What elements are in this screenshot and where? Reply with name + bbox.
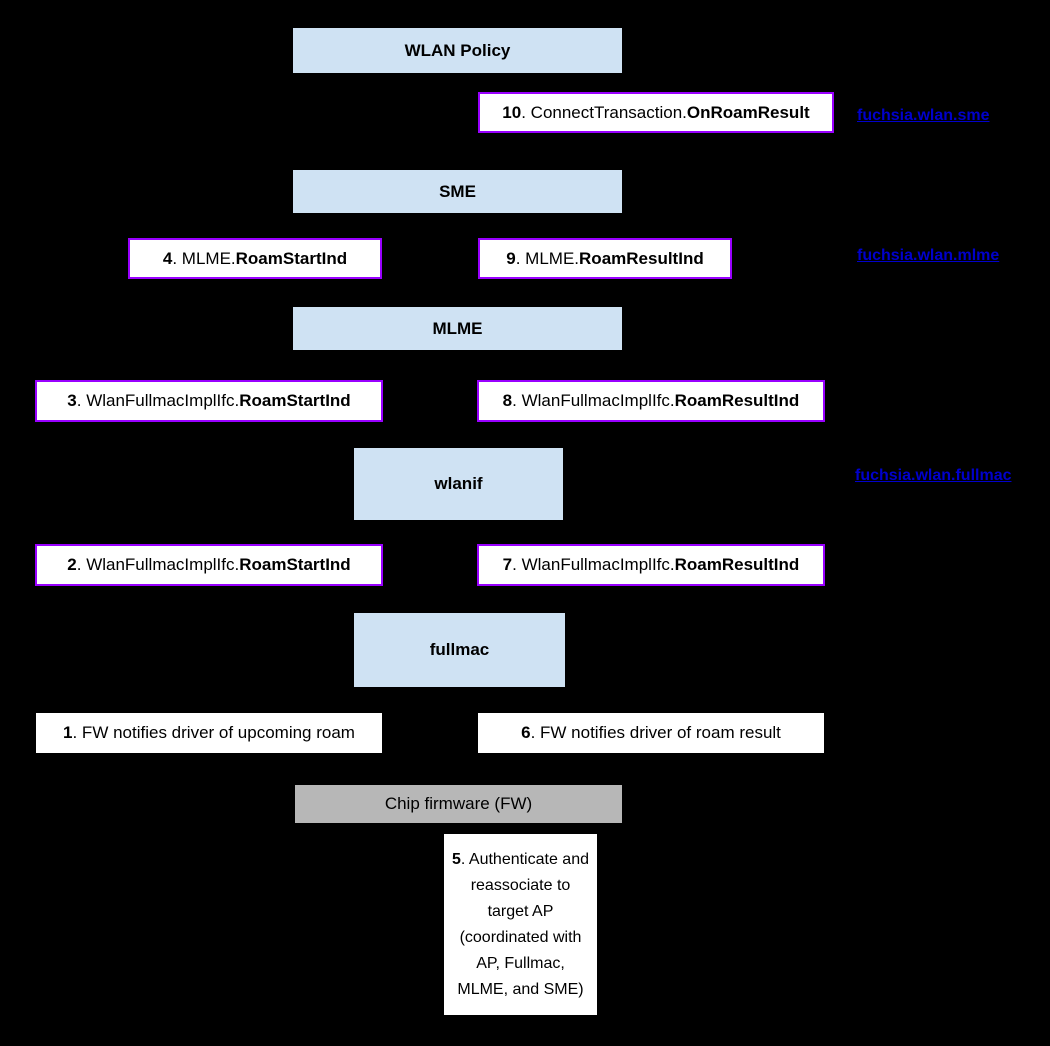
- layer-fullmac: [354, 613, 565, 687]
- message-step-8: 8. WlanFullmacImplIfc.RoamResultInd: [477, 380, 825, 422]
- layer-wlan-policy-label: WLAN Policy: [404, 40, 511, 60]
- message-step-6: 6. FW notifies driver of roam result: [477, 712, 825, 754]
- layer-wlanif-label: wlanif: [434, 474, 483, 493]
- message-step-7: 7. WlanFullmacImplIfc.RoamResultInd: [477, 544, 825, 586]
- layer-sme-label: SME: [439, 181, 476, 201]
- layer-mlme-label: MLME: [432, 318, 483, 338]
- layer-mlme: [293, 307, 622, 350]
- layer-wlan-policy: [293, 28, 622, 73]
- layer-wlanif: [354, 448, 563, 520]
- message-step-4: 4. MLME.RoamStartInd: [128, 238, 382, 279]
- message-step-5: 5. Authenticate and reassociate to target AP (coordinated with AP, Fullmac, MLME, and SME): [443, 833, 598, 1016]
- message-step-2: 2. WlanFullmacImplIfc.RoamStartInd: [35, 544, 383, 586]
- layer-chip-firmware: [295, 785, 622, 823]
- link-fuchsia-wlan-mlme[interactable]: fuchsia.wlan.mlme: [857, 247, 1000, 264]
- message-step-10: 10. ConnectTransaction.OnRoamResult: [478, 92, 834, 133]
- layer-chip-firmware-label: Chip firmware (FW): [384, 794, 533, 813]
- layer-sme: [293, 170, 622, 213]
- link-fuchsia-wlan-fullmac[interactable]: fuchsia.wlan.fullmac: [855, 467, 1012, 484]
- message-step-1: 1. FW notifies driver of upcoming roam: [35, 712, 383, 754]
- message-step-3: 3. WlanFullmacImplIfc.RoamStartInd: [35, 380, 383, 422]
- layer-fullmac-label: fullmac: [429, 640, 490, 659]
- link-fuchsia-wlan-sme[interactable]: fuchsia.wlan.sme: [857, 107, 990, 124]
- message-step-9: 9. MLME.RoamResultInd: [478, 238, 732, 279]
